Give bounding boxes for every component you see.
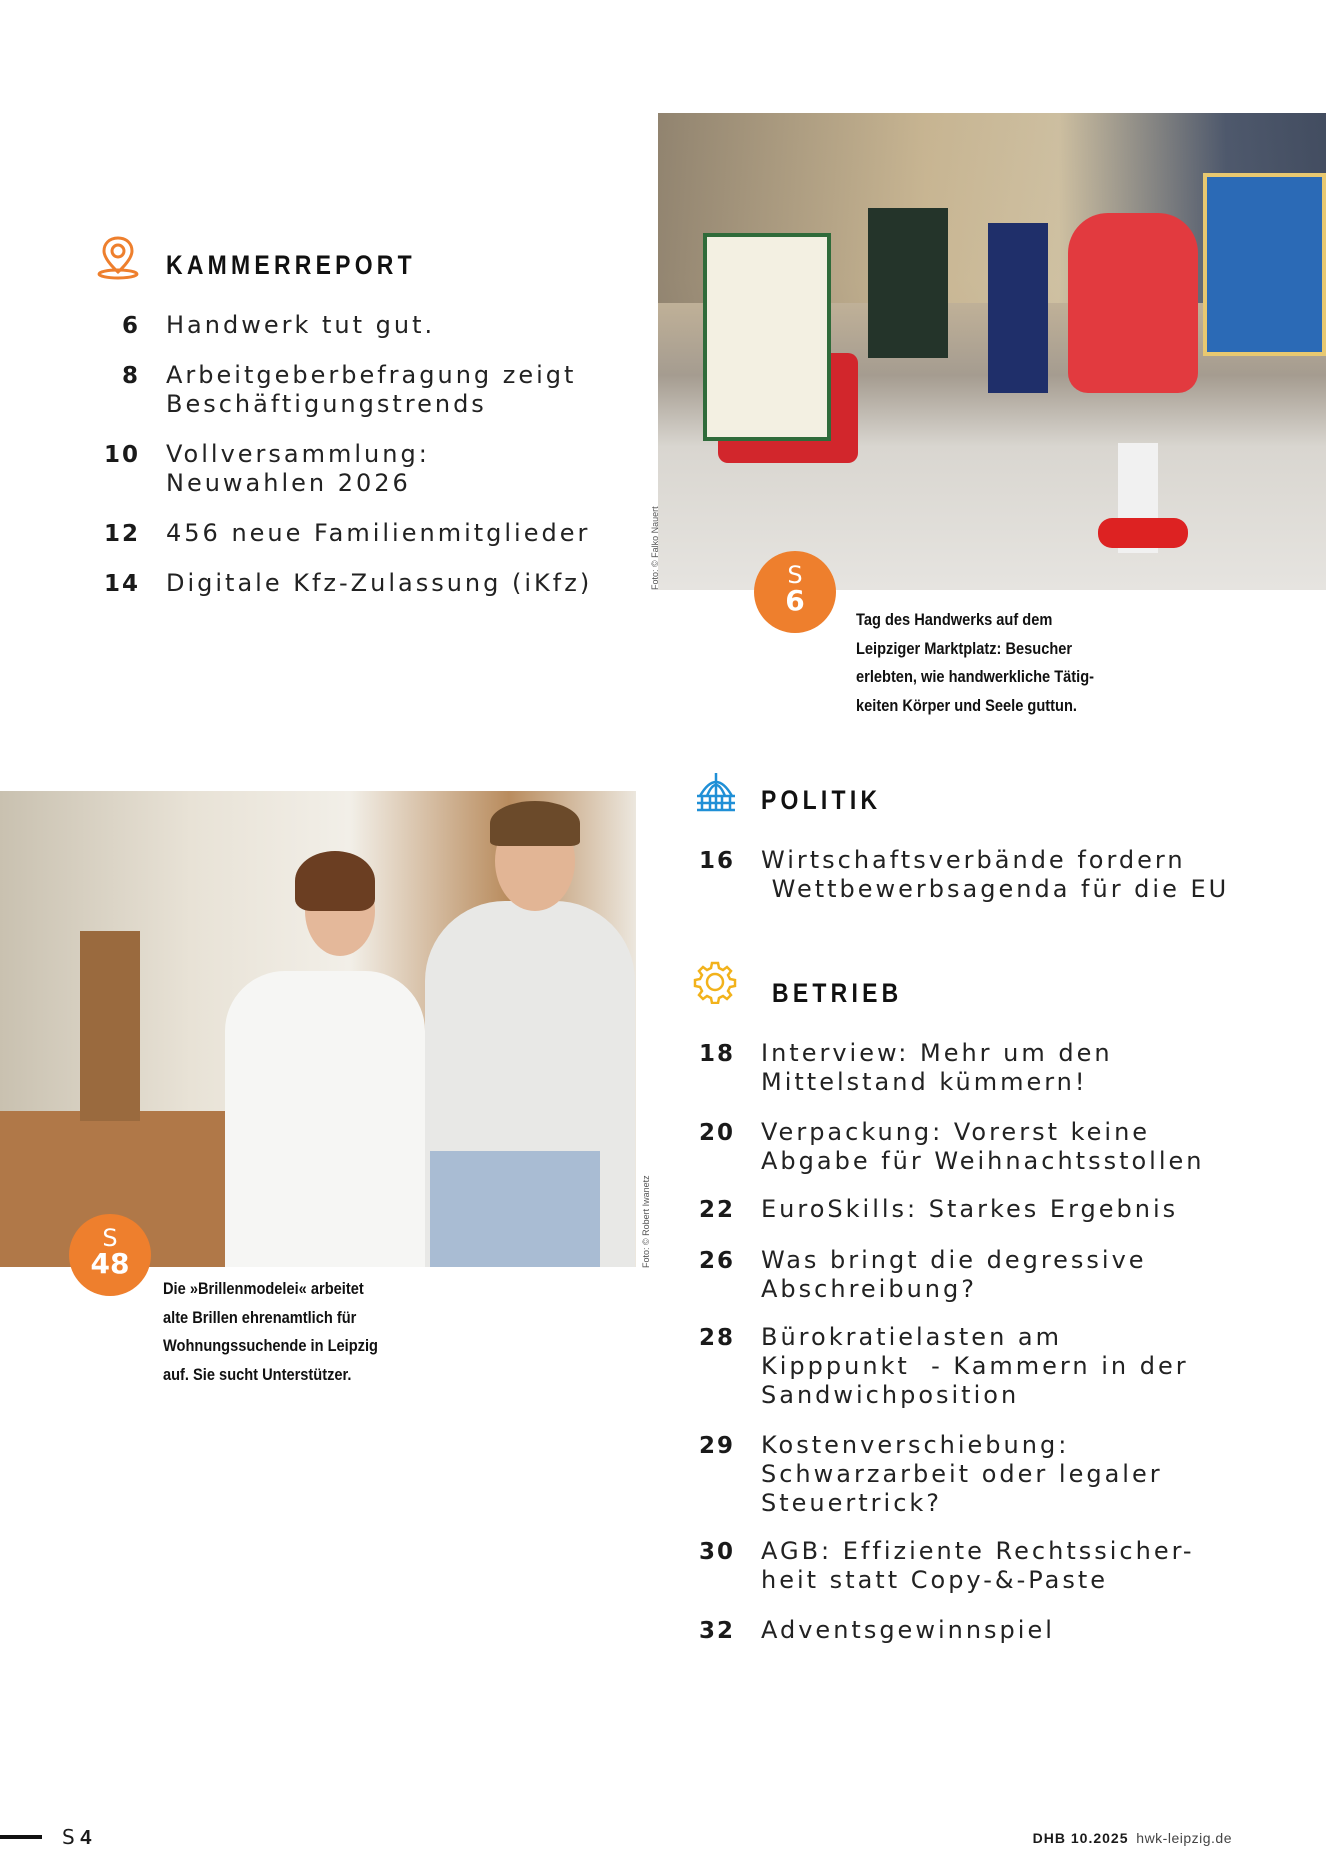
toc-entry-title [166, 361, 576, 419]
toc-title-line: Adventsgewinnspiel [761, 1616, 1055, 1644]
photo-tag-des-handwerks [658, 113, 1326, 590]
badge-prefix: S [102, 1224, 118, 1252]
footer-meta [1033, 1830, 1232, 1846]
toc-title-line: Arbeitgeberbefragung zeigt [166, 361, 577, 389]
caption-line: Wohnungssuchende in Leipzig [163, 1336, 378, 1355]
section-heading-betrieb: BETRIEB [772, 978, 903, 1008]
toc-title-line: AGB: Effiziente Rechtssicher- [761, 1537, 1195, 1565]
toc-title-line: Wirtschaftsverbände fordern [761, 846, 1186, 874]
toc-entry-title [761, 1039, 1113, 1097]
section-heading-kammerreport: KAMMERREPORT [166, 250, 416, 280]
toc-page-number: 16 [698, 848, 735, 874]
badge-prefix: S [787, 561, 803, 589]
toc-title-line: Abschreibung? [761, 1275, 977, 1303]
toc-page-number: 22 [698, 1197, 735, 1223]
toc-entry-title [761, 1537, 1195, 1595]
page-prefix: S [62, 1825, 75, 1849]
toc-title-line: Sandwichposition [761, 1381, 1020, 1409]
toc-page-number: 12 [103, 521, 140, 547]
footer-rule [0, 1835, 42, 1839]
toc-title-line: Verpackung: Vorerst keine [761, 1118, 1151, 1146]
toc-title-line: Vollversammlung: [166, 440, 430, 468]
toc-title-line: Bürokratielasten am [761, 1323, 1062, 1351]
caption-line: Leipziger Marktplatz: Besucher [856, 638, 1073, 658]
toc-title-line: Steuertrick? [761, 1489, 943, 1517]
photo-credit: Foto: © Falko Nauert [650, 506, 660, 590]
caption-line: keiten Körper und Seele guttun. [856, 695, 1077, 715]
toc-page-number: 32 [698, 1618, 735, 1644]
toc-page-number: 10 [103, 442, 140, 468]
toc-entry-title [761, 846, 1229, 904]
toc-page-number: 29 [698, 1433, 735, 1459]
gear-icon [693, 960, 737, 1004]
toc-page-number: 14 [103, 571, 140, 597]
issue-label: DHB 10.2025 [1032, 1830, 1129, 1846]
caption-line: auf. Sie sucht Unterstützer. [163, 1364, 352, 1384]
page-badge-48[interactable] [69, 1214, 151, 1296]
toc-entry-title [166, 519, 590, 548]
toc-title-line: EuroSkills: Starkes Ergebnis [761, 1195, 1179, 1223]
toc-entry-title [761, 1323, 1189, 1410]
toc-entry-title [166, 440, 430, 498]
toc-title-line: heit statt Copy-&-Paste [761, 1566, 1109, 1594]
section-heading-politik: POLITIK [761, 785, 882, 815]
toc-title-line: Wettbewerbsagenda für die EU [761, 875, 1230, 903]
toc-entry-title [166, 569, 592, 598]
toc-title-line: Schwarzarbeit oder legaler [761, 1460, 1163, 1488]
map-pin-icon [96, 234, 140, 280]
photo-brillenmodelei [0, 791, 636, 1267]
toc-entry-title [761, 1118, 1205, 1176]
toc-title-line: Kipppunkt - Kammern in der [761, 1352, 1189, 1380]
photo-credit: Foto: © Robert Iwanetz [641, 1175, 651, 1268]
toc-title-line: Mittelstand kümmern! [761, 1068, 1088, 1096]
toc-title-line: Abgabe für Weihnachtsstollen [761, 1147, 1205, 1175]
caption-line: alte Brillen ehrenamtlich für [163, 1307, 357, 1327]
toc-page-number: 20 [698, 1120, 735, 1146]
toc-page-number: 8 [121, 363, 140, 389]
toc-entry-title [761, 1616, 1055, 1645]
toc-entry-title [166, 311, 435, 340]
footer-page [62, 1825, 91, 1850]
toc-title-line: Neuwahlen 2026 [166, 469, 411, 497]
toc-title-line: Handwerk tut gut. [166, 311, 436, 339]
toc-entry-title [761, 1246, 1147, 1304]
toc-page-number: 28 [698, 1325, 735, 1351]
toc-title-line: Digitale Kfz-Zulassung (iKfz) [166, 569, 593, 597]
page-badge-6[interactable] [754, 551, 836, 633]
toc-title-line: Beschäftigungstrends [166, 390, 487, 418]
toc-page-number: 26 [698, 1248, 735, 1274]
toc-entry-title [761, 1431, 1163, 1518]
caption-line: Tag des Handwerks auf dem [856, 610, 1053, 629]
toc-title-line: Kostenverschiebung: [761, 1431, 1070, 1459]
toc-page-number: 18 [698, 1041, 735, 1067]
badge-page: 48 [90, 1247, 130, 1280]
toc-page-number: 6 [121, 313, 140, 339]
toc-page-number: 30 [698, 1539, 735, 1565]
toc-title-line: Interview: Mehr um den [761, 1039, 1113, 1067]
toc-title-line: 456 neue Familienmitglieder [166, 519, 591, 547]
caption-line: Die »Brillenmodelei« arbeitet [163, 1279, 364, 1298]
page-number: 4 [80, 1827, 92, 1849]
photo-caption-top [856, 606, 1094, 720]
website-link[interactable]: hwk-leipzig.de [1136, 1830, 1232, 1846]
parliament-dome-icon [694, 770, 738, 814]
toc-title-line: Was bringt die degressive [761, 1246, 1147, 1274]
toc-entry-title [761, 1195, 1178, 1224]
badge-page: 6 [785, 584, 805, 617]
photo-caption-bottom [163, 1275, 378, 1389]
caption-line: erlebten, wie handwerkliche Tätig- [856, 667, 1095, 686]
